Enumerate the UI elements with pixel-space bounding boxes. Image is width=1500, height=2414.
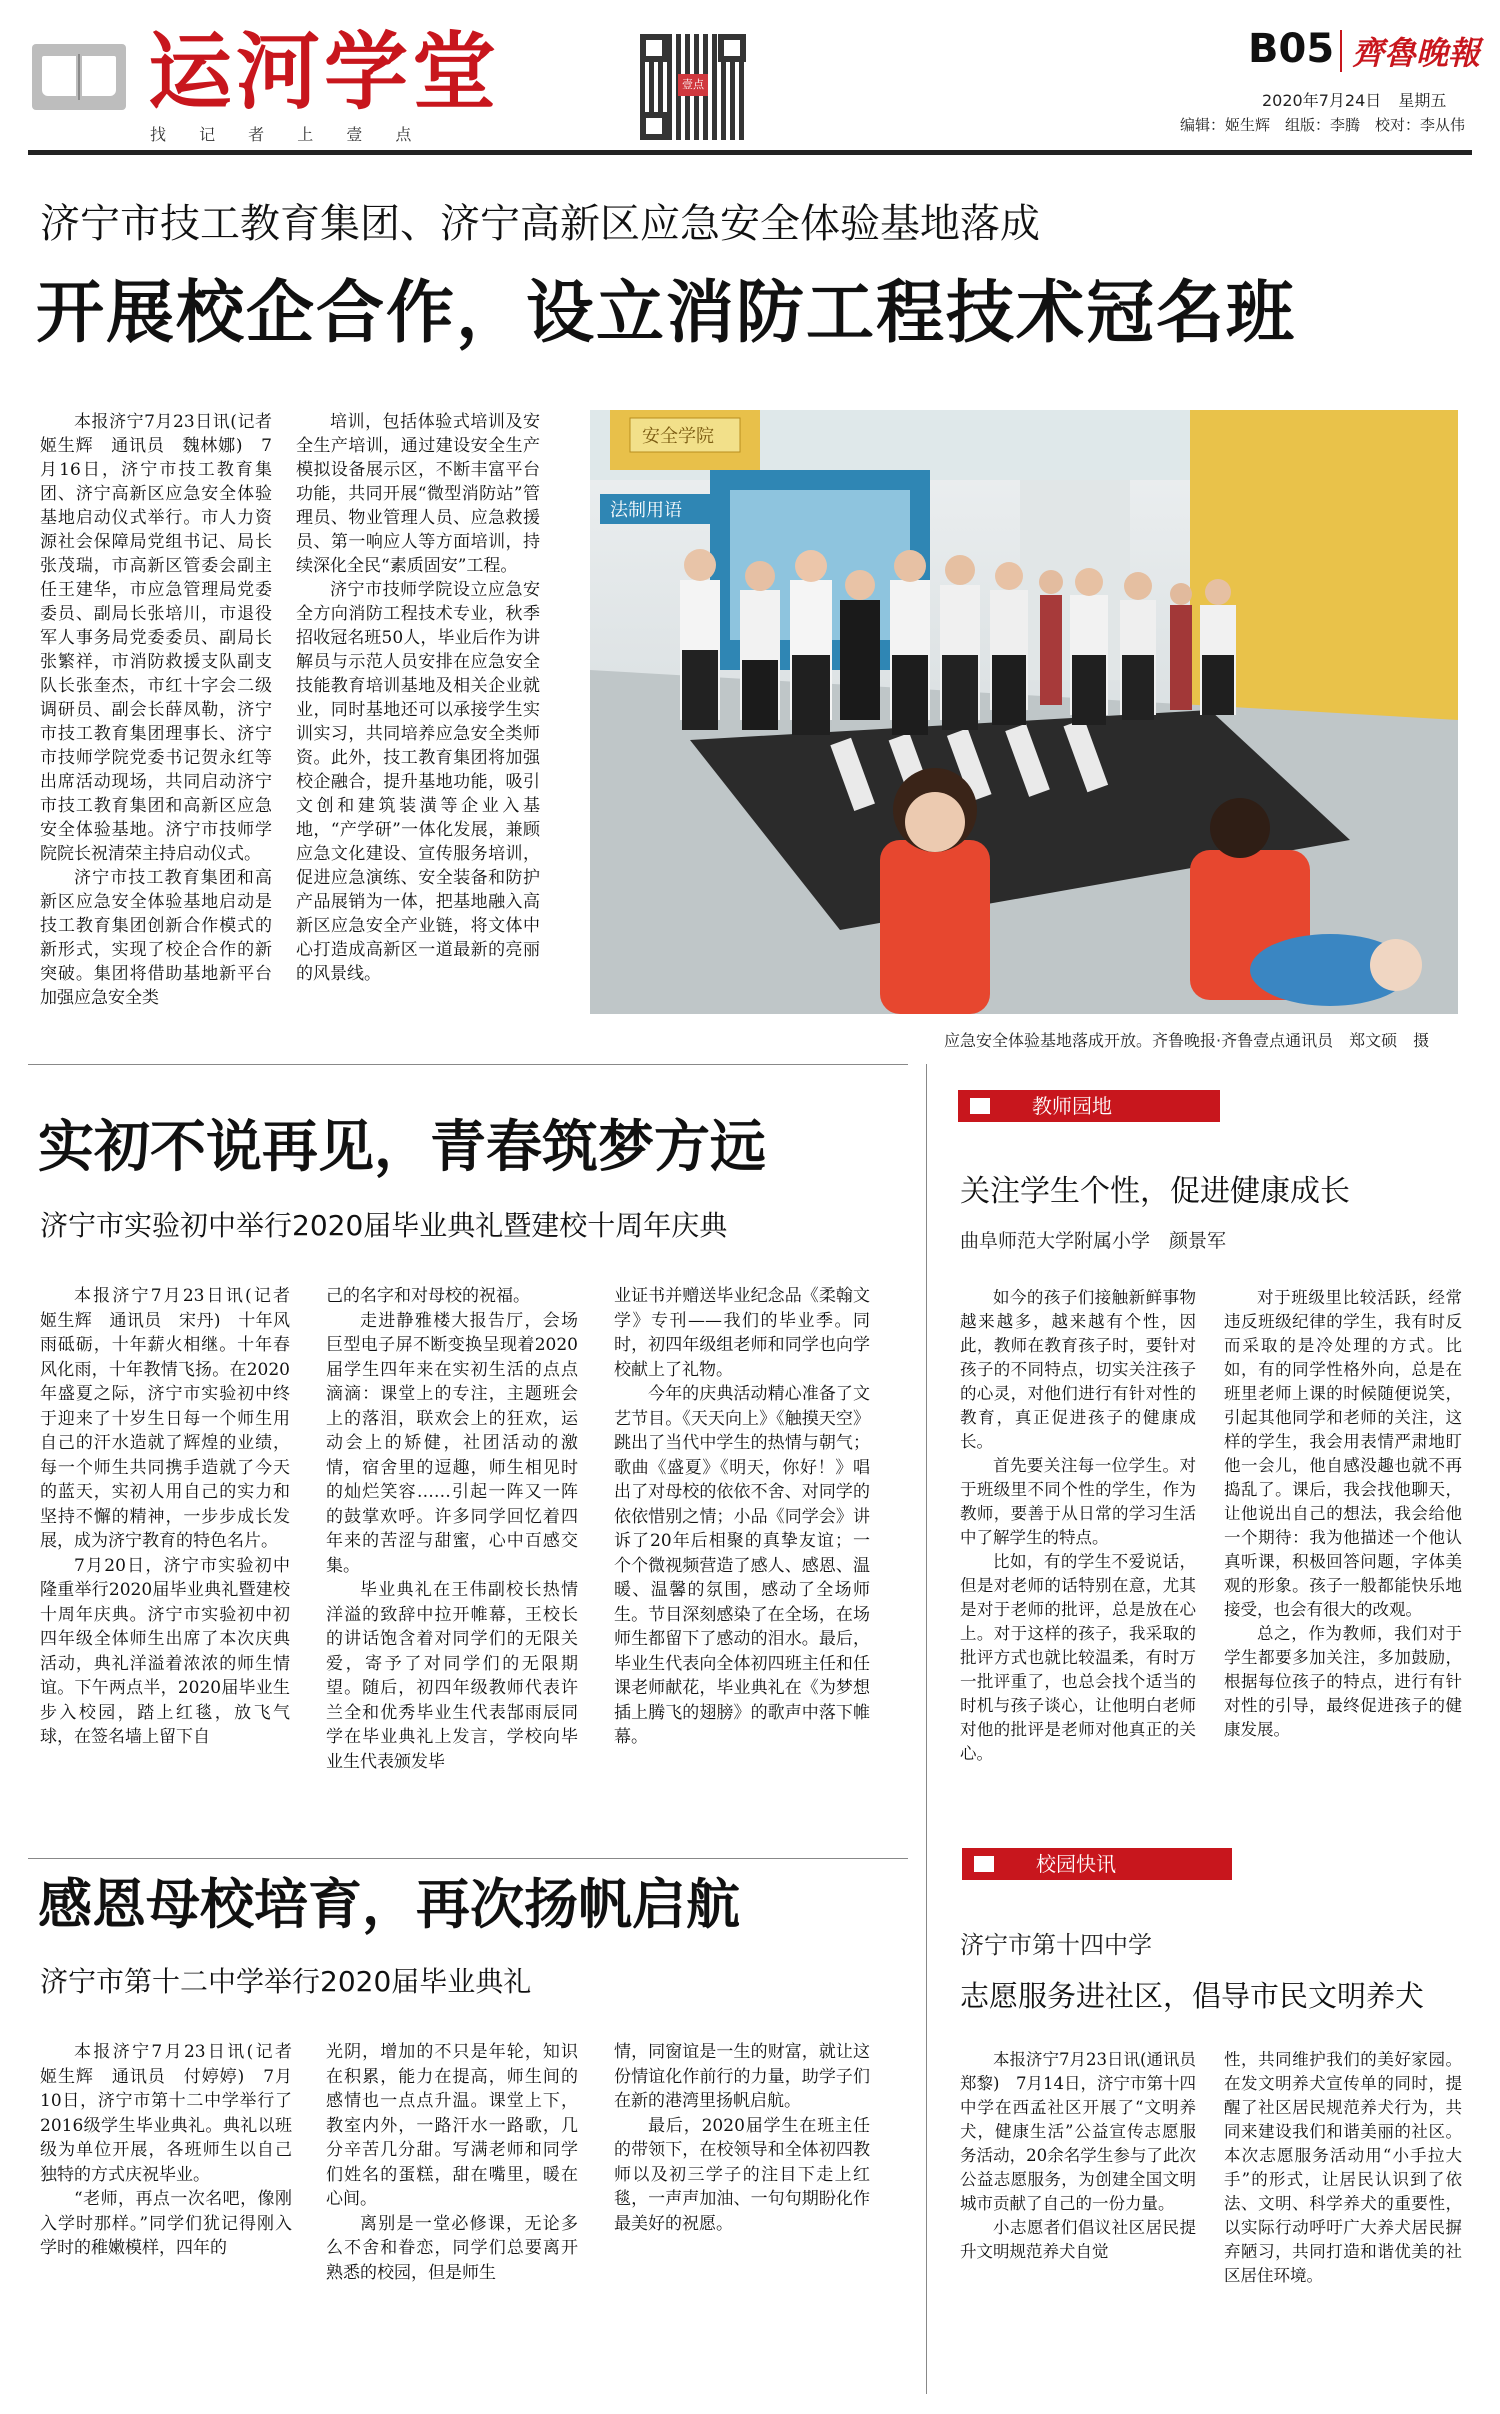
article1-para-3: 培训，包括体验式培训及安全生产培训，通过建设安全生产模拟设备展示区，不断丰富平台功能，共同开展“微型消防站”管理员、物业管理人员、应急救援员、第一响应人等方面培训，持续深化全民“素质固安”工程。 xyxy=(296,412,540,576)
photo-caption: 应急安全体验基地落成开放。齐鲁晚报·齐鲁壹点通讯员 郑文硕 摄 xyxy=(944,1031,1430,1050)
teacher-para-3: 比如，有的学生不爱说话，但是对老师的话特别在意，尤其是对于老师的批评，总是放在心上。对于这样的孩子，我采取的批评方式也就比较温柔，有时万一批评重了，也总会找个适当的时机与孩子谈心，让他明白老师对他的批评是老师对他真正的关心。 xyxy=(960,1552,1196,1763)
date-text: 2020年7月24日 xyxy=(1262,91,1382,110)
article1-column-1 xyxy=(40,410,289,1010)
campus-para-3: 性，共同维护我们的美好家园。在发文明养犬宣传单的同时，提醒了社区居民规范养犬行为，共同来建设我们和谐美丽的社区。本次志愿服务活动用“小手拉大手”的形式，让居民认识到了依法、文明、科学养犬的重要性，以实际行动呼吁广大养犬居民摒弃陋习，共同打造和谐优美的社区居住环境。 xyxy=(1224,2050,1462,2285)
photo-banner-text: 法制用语 xyxy=(610,500,682,521)
teacher-column-2 xyxy=(1224,1286,1462,1742)
campus-para-1: 本报济宁7月23日讯(通讯员 郑黎) 7月14日，济宁市第十四中学在西孟社区开展了“文明养犬，健康生活”公益宣传志愿服务活动，20余名学生参与了此次公益志愿服务，为创建全国文明城市贡献了自己的一份力量。 xyxy=(960,2050,1213,2213)
article2-para-4: 走进静雅楼大报告厅，会场巨型电子屏不断变换呈现着2020届学生四年来在实初生活的点点滴滴：课堂上的专注，主题班会上的落泪，联欢会上的狂欢，运动会上的矫健，社团活动的激情，宿舍里的逗趣，师生相见时的灿烂笑容……引起一阵又一阵的鼓掌欢呼。许多同学回忆着四年来的苦涩与甜蜜，心中百感交集。 xyxy=(326,1310,578,1576)
article2-column-2 xyxy=(326,1284,578,1774)
article3-para-2: “老师，再点一次名吧，像刚入学时那样。”同学们犹记得刚入学时的稚嫩模样，四年的 xyxy=(40,2189,292,2258)
article3-column-1 xyxy=(40,2040,309,2261)
article2-column-3 xyxy=(614,1284,870,1750)
divider-b xyxy=(28,1858,908,1859)
article2-para-1: 本报济宁7月23日讯(记者 姬生辉 通讯员 宋丹) 十年风雨砥砺，十年薪火相继。十年春风化雨，十年教情飞扬。在2020年盛夏之际，济宁市实验初中终于迎来了十岁生日每一个师生用自己的汗水造就了辉煌的业绩，每一个师生共同携手造就了今天的蓝天，实初人用自己的实力和坚持不懈的精神，一步步成长发展，成为济宁教育的特色名片。 xyxy=(40,1286,307,1551)
article3-para-5: 情，同窗谊是一生的财富，就让这份情谊化作前行的力量，助学子们在新的港湾里扬帆启航。 xyxy=(614,2042,870,2111)
campus-category-tag xyxy=(962,1848,1232,1880)
campus-headline: 志愿服务进社区，倡导市民文明养犬 xyxy=(960,1979,1425,2013)
article2-para-3: 己的名字和对母校的祝福。 xyxy=(326,1286,530,1306)
qr-label: 壹点 xyxy=(678,74,708,96)
article1-column-2 xyxy=(296,410,540,986)
masthead-rule xyxy=(28,150,1472,155)
article2-column-1 xyxy=(40,1284,307,1750)
article3-column-2 xyxy=(326,2040,578,2285)
campus-para-2: 小志愿者们倡议社区居民提升文明规范养犬自觉 xyxy=(960,2218,1196,2261)
article2-headline: 实初不说再见，青春筑梦方远 xyxy=(38,1115,766,1180)
article2-para-7: 今年的庆典活动精心准备了文艺节目。《天天向上》《触摸天空》跳出了当代中学生的热情与朝气；歌曲《盛夏》《明天，你好！》唱出了对母校的依依不舍、对同学的依依惜别之情；小品《同学会》讲诉了20年后相聚的真挚友谊；一个个微视频营造了感人、感恩、温暖、温馨的氛围，感动了全场师生。节目深刻感染了在全场，在场师生都留下了感动的泪水。最后，毕业生代表向全体初四班主任和任课老师献花，毕业典礼在《为梦想插上腾飞的翅膀》的歌声中落下帷幕。 xyxy=(614,1384,870,1747)
issue-date xyxy=(1262,88,1446,111)
article2-para-6: 业证书并赠送毕业纪念品《柔翰文学》专刊——我们的毕业季。同时，初四年级组老师和同学也向学校献上了礼物。 xyxy=(614,1286,870,1380)
article1-kicker: 济宁市技工教育集团、济宁高新区应急安全体验基地落成 xyxy=(40,201,1040,247)
paper-logo: 齊魯晚報 xyxy=(1352,34,1481,72)
article3-para-3: 光阴，增加的不只是年轮，知识在积累，能力在提高，师生间的感情也一点点升温。课堂上下，教室内外，一路汗水一路歌，几分辛苦几分甜。写满老师和同学们姓名的蛋糕，甜在嘴里，暖在心间。 xyxy=(326,2042,578,2209)
teacher-para-5: 总之，作为教师，我们对于学生都要多加关注，多加鼓励，根据每位孩子的特点，进行有针对性的引导，最终促进孩子的健康发展。 xyxy=(1224,1624,1462,1739)
teacher-para-1: 如今的孩子们接触新鲜事物越来越多，越来越有个性，因此，教师在教育孩子时，要针对孩子的不同特点，切实关注孩子的心灵，对他们进行有针对性的教育，真正促进孩子的健康成长。 xyxy=(960,1288,1196,1451)
article1-headline: 开展校企合作，设立消防工程技术冠名班 xyxy=(36,274,1297,353)
staff-line: 编辑：姬生辉 组版：李腾 校对：李从伟 xyxy=(1180,116,1466,134)
weekday-text: 星期五 xyxy=(1398,91,1447,110)
article1-para-1: 本报济宁7月23日讯(记者 姬生辉 通讯员 魏林娜) 7月16日，济宁市技工教育集团、济宁高新区应急安全体验基地启动仪式举行。市人力资源社会保障局党组书记、局长张茂瑞，市高新区管委会副主任王建华，市应急管理局党委委员、副局长张培川，市退役军人事务局党委委员、副局长张繁祥，市消防救援支队副支队长张奎杰，市红十字会二级调研员、副会长薛凤勒，济宁市技工教育集团理事长、济宁市技师学院党委书记贺永红等出席活动现场，共同启动济宁市技工教育集团和高新区应急安全体验基地。济宁市技师学院院长祝清荣主持启动仪式。 xyxy=(40,412,289,864)
campus-column-1 xyxy=(960,2048,1213,2264)
photo-sign-text: 安全学院 xyxy=(642,426,714,447)
teacher-headline: 关注学生个性，促进健康成长 xyxy=(960,1174,1350,1209)
event-photo-illustration xyxy=(590,410,1458,1014)
column-title: 运河学堂 xyxy=(148,23,501,121)
article3-para-1: 本报济宁7月23日讯(记者 姬生辉 通讯员 付婷婷) 7月10日，济宁市第十二中学举行了2016级学生毕业典礼。典礼以班级为单位开展，各班师生以自己独特的方式庆祝毕业。 xyxy=(40,2042,309,2185)
book-icon xyxy=(32,44,126,110)
teacher-category-tag xyxy=(958,1090,1220,1122)
article2-para-2: 7月20日，济宁市实验初中隆重举行2020届毕业典礼暨建校十周年庆典。济宁市实验初中初四年级全体师生出席了本次庆典活动，典礼洋溢着浓浓的师生情谊。下午两点半，2020届毕业生步入校园，踏上红毯，放飞气球，在签名墙上留下自 xyxy=(40,1555,290,1747)
tag-square-icon xyxy=(974,1856,994,1872)
teacher-para-4: 对于班级里比较活跃，经常违反班级纪律的学生，我有时反而采取的是冷处理的方式。比如，有的同学性格外向，总是在班里老师上课的时候随便说笑，引起其他同学和老师的关注，这样的学生，我会用表情严肃地盯他一会儿，他自感没趣也就不再捣乱了。课后，我会找他聊天，让他说出自己的想法，我会给他一个期待：我为他描述一个他认真听课，积极回答问题，字体美观的形象。孩子一般都能快乐地接受，也会有很大的改观。 xyxy=(1224,1288,1462,1619)
article3-para-6: 最后，2020届学生在班主任的带领下，在校领导和全体初四教师以及初三学子的注目下走上红毯，一声声加油、一句句期盼化作最美好的祝愿。 xyxy=(614,2115,870,2234)
article3-column-3 xyxy=(614,2040,870,2236)
campus-column-2 xyxy=(1224,2048,1462,2288)
qr-code xyxy=(640,34,746,140)
article2-subhead: 济宁市实验初中举行2020届毕业典礼暨建校十周年庆典 xyxy=(40,1209,728,1242)
article3-subhead: 济宁市第十二中学举行2020届毕业典礼 xyxy=(40,1965,532,1998)
event-photo xyxy=(590,410,1458,1014)
article1-para-4: 济宁市技师学院设立应急安全方向消防工程技术专业，秋季招收冠名班50人，毕业后作为讲解员与示范人员安排在应急安全技能教育培训基地及相关企业就业，同时基地还可以承接学生实训实习，共同培养应急安全类师资。此外，技工教育集团将加强校企融合，提升基地功能，吸引文创和建筑装潢等企业入基地，“产学研”一体化发展，兼顾应急文化建设、宣传服务培训，促进应急演练、安全装备和防护产品展销为一体，把基地融入高新区应急安全产业链，将文体中心打造成高新区一道最新的亮丽的风景线。 xyxy=(296,580,540,984)
article3-headline: 感恩母校培育，再次扬帆启航 xyxy=(38,1873,740,1936)
tag-square-icon xyxy=(970,1098,990,1114)
teacher-para-2: 首先要关注每一位学生。对于班级里不同个性的学生，作为教师，要善于从日常的学习生活中了解学生的特点。 xyxy=(960,1456,1196,1547)
article2-para-5: 毕业典礼在王伟副校长热情洋溢的致辞中拉开帷幕，王校长的讲话饱含着对同学们的无限关爱，寄予了对同学们的无限期望。随后，初四年级教师代表许兰全和优秀毕业生代表郜雨辰同学在毕业典礼上发言，学校向毕业生代表颁发毕 xyxy=(326,1580,578,1772)
teacher-byline: 曲阜师范大学附属小学 颜景军 xyxy=(960,1230,1227,1252)
divider-a xyxy=(28,1064,908,1065)
campus-kicker: 济宁市第十四中学 xyxy=(960,1931,1152,1959)
teacher-category-label: 教师园地 xyxy=(1032,1094,1112,1118)
campus-category-label: 校园快讯 xyxy=(1036,1852,1116,1876)
column-slogan: 找 记 者 上 壹 点 xyxy=(150,125,426,144)
page-number: B05 xyxy=(1248,26,1335,72)
article3-para-4: 离别是一堂必修课，无论多么不舍和眷恋，同学们总要离开熟悉的校园，但是师生 xyxy=(326,2213,578,2283)
right-column-divider xyxy=(926,1064,927,2394)
article1-para-2: 济宁市技工教育集团和高新区应急安全体验基地启动是技工教育集团创新合作模式的新形式，实现了校企合作的新突破。集团将借助基地新平台加强应急安全类 xyxy=(40,868,272,1008)
teacher-column-1 xyxy=(960,1286,1196,1766)
masthead-divider xyxy=(1340,30,1342,72)
